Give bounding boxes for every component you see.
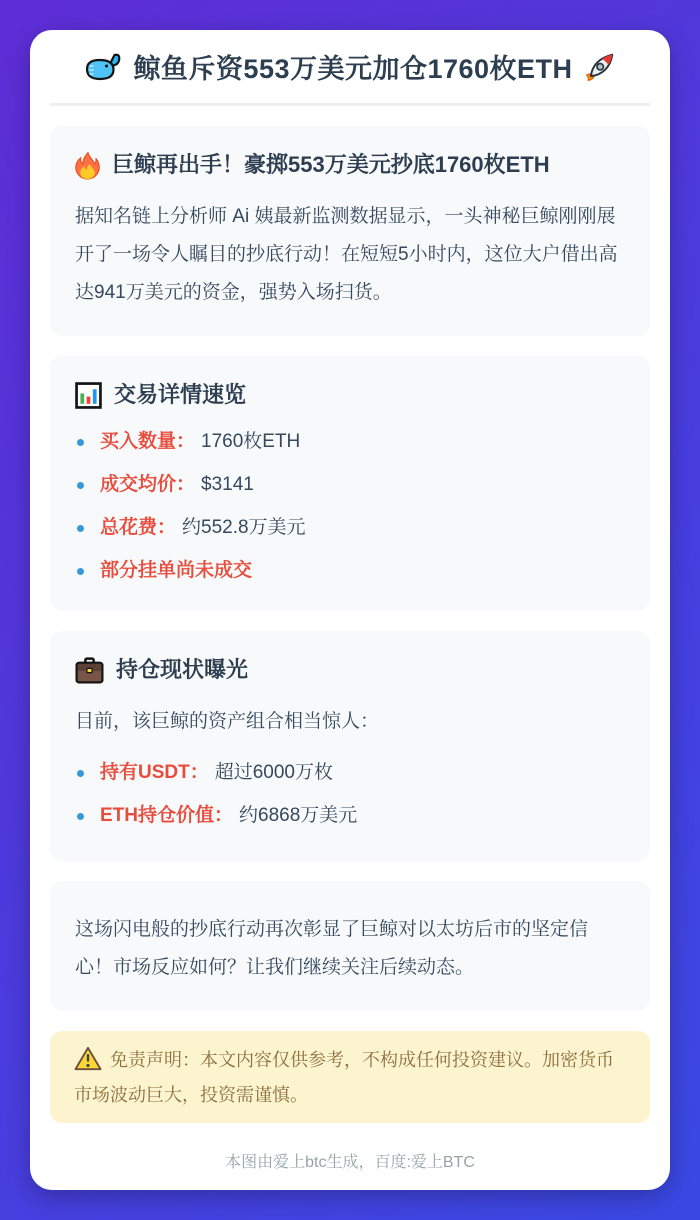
holdings-paragraph: 目前，该巨鲸的资产组合相当惊人： bbox=[75, 711, 380, 732]
bullet-dot-icon bbox=[77, 770, 84, 777]
title-bar bbox=[50, 30, 650, 106]
whale-icon bbox=[85, 51, 121, 82]
bullet-label: 部分挂单尚未成交 bbox=[100, 560, 253, 581]
bullet-value: 约6868万美元 bbox=[239, 805, 358, 826]
list-item bbox=[75, 474, 625, 496]
section-intro-heading bbox=[75, 150, 625, 180]
section-holdings bbox=[50, 631, 650, 861]
bullet-dot-icon bbox=[77, 525, 84, 532]
bullet-dot-icon bbox=[77, 439, 84, 446]
bullet-value: 超过6000万枚 bbox=[214, 762, 334, 783]
page-title: 鲸鱼斥资553万美元加仓1760枚ETH bbox=[133, 54, 573, 84]
bullet-dot-icon bbox=[77, 568, 84, 575]
outlook-paragraph: 这场闪电般的抄底行动再次彰显了巨鲸对以太坊后市的坚定信心！市场反应如何？让我们继续关注后续动态。 bbox=[75, 919, 589, 978]
bullet-label: 成交均价： bbox=[100, 474, 196, 495]
trade-bullet-list bbox=[75, 431, 625, 582]
briefcase-icon bbox=[75, 657, 104, 684]
bullet-value: 约552.8万美元 bbox=[182, 517, 306, 538]
section-intro bbox=[50, 126, 650, 336]
bullet-label: 总花费： bbox=[100, 517, 177, 538]
holdings-bullet-list bbox=[75, 762, 625, 827]
list-item bbox=[75, 560, 625, 582]
disclaimer-text: 免责声明：本文内容仅供参考，不构成任何投资建议。加密货币市场波动巨大，投资需谨慎。 bbox=[74, 1050, 614, 1105]
bar-chart-icon bbox=[75, 382, 102, 409]
section-holdings-title: 持仓现状曝光 bbox=[116, 657, 249, 682]
section-holdings-heading bbox=[75, 655, 625, 685]
section-outlook bbox=[50, 881, 650, 1011]
list-item bbox=[75, 805, 625, 827]
section-trade-heading bbox=[75, 380, 625, 410]
list-item bbox=[75, 762, 625, 784]
intro-paragraph: 据知名链上分析师 Ai 姨最新监测数据显示，一头神秘巨鲸刚刚展开了一场令人瞩目的抄底行动！在短短5小时内，这位大户借出高达941万美元的资金，强势入场扫货。 bbox=[75, 206, 618, 303]
bullet-label: 持有USDT： bbox=[100, 762, 209, 783]
section-trade-details bbox=[50, 356, 650, 611]
bullet-label: ETH持仓价值： bbox=[100, 805, 234, 826]
warning-icon bbox=[74, 1046, 102, 1071]
disclaimer-box bbox=[50, 1031, 650, 1123]
fire-icon bbox=[75, 151, 100, 180]
list-item bbox=[75, 431, 625, 453]
bullet-label: 买入数量： bbox=[100, 431, 196, 452]
bullet-value: $3141 bbox=[201, 474, 254, 495]
footer-credit: 本图由爱上btc生成，百度:爱上BTC bbox=[225, 1154, 475, 1171]
section-trade-title: 交易详情速览 bbox=[114, 382, 247, 407]
rocket-icon bbox=[585, 52, 615, 82]
bullet-value: 1760枚ETH bbox=[201, 431, 301, 452]
bullet-dot-icon bbox=[77, 482, 84, 489]
content-card bbox=[30, 30, 670, 1190]
bullet-dot-icon bbox=[77, 813, 84, 820]
section-intro-title: 巨鲸再出手！豪掷553万美元抄底1760枚ETH bbox=[112, 152, 550, 177]
list-item bbox=[75, 517, 625, 539]
